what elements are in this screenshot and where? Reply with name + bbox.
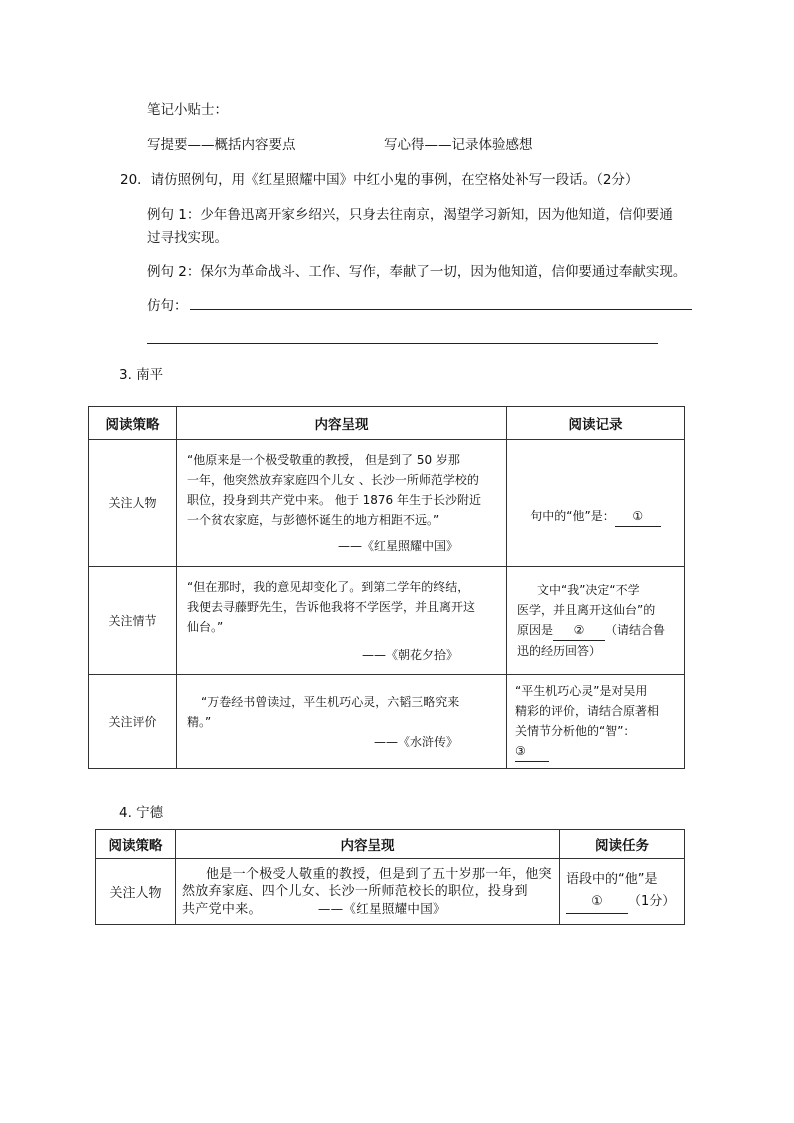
- record-text: 原因是: [517, 623, 554, 637]
- record-text: （请结合鲁: [605, 623, 666, 637]
- record-cell: [507, 440, 685, 567]
- record-cell: [507, 675, 685, 769]
- imitate-answer-line-2[interactable]: [147, 343, 658, 344]
- table-row: [96, 859, 685, 925]
- table-row: [89, 675, 685, 769]
- content-cell: [176, 859, 560, 925]
- record-cell: [507, 567, 685, 675]
- notes-title: 笔记小贴士：: [147, 102, 228, 118]
- source-citation: ——《红星照耀中国》: [337, 539, 458, 553]
- record-text: 句中的“他”是：: [530, 508, 615, 523]
- record-text: “平生机巧心灵”是对吴用: [515, 684, 648, 698]
- section-4-title: 4. 宁德: [119, 805, 164, 821]
- answer-blank-ningde[interactable]: ①: [566, 891, 628, 914]
- record-text: 医学，并且离开这仙台”的: [517, 603, 656, 617]
- record-text: 关情节分析他的“智”：: [515, 724, 636, 738]
- imitate-answer-line-1[interactable]: [190, 309, 692, 310]
- content-line: 精。”: [187, 714, 212, 729]
- content-cell: [177, 567, 507, 675]
- strategy-cell: 关注人物: [89, 440, 177, 567]
- table-row: [89, 440, 685, 567]
- answer-blank-3[interactable]: ③: [515, 741, 549, 762]
- header-strategy: 阅读策略: [89, 407, 177, 440]
- reading-table-ningde: [95, 829, 685, 925]
- header-content: 内容呈现: [177, 407, 507, 440]
- record-text: 精彩的评价，请结合原著相: [515, 704, 660, 718]
- record-text: 迅的经历回答）: [517, 644, 602, 658]
- example-1-line-2: 过寻找实现。: [147, 230, 228, 246]
- example-1-line-1: 例句 1：少年鲁迅离开家乡绍兴，只身去往南京，渴望学习新知，因为他知道，信仰要通: [147, 207, 673, 223]
- notes-tip-1: 写提要——概括内容要点: [147, 137, 296, 153]
- content-line: 一个贫农家庭，与彭德怀诞生的地方相距不远。”: [187, 513, 440, 527]
- content-cell: [177, 675, 507, 769]
- content-line: 职位，投身到共产党中来。 他于 1876 年生于长沙附近: [187, 493, 481, 507]
- answer-blank-1[interactable]: ①: [615, 506, 661, 527]
- content-line: 然放弃家庭、四个儿女、长沙一所师范校长的职位，投身到: [182, 883, 528, 899]
- task-cell: [560, 859, 685, 925]
- reading-table-nanping: [88, 406, 685, 769]
- source-citation: ——《红星照耀中国》: [317, 900, 446, 916]
- imitate-label: 仿句：: [147, 298, 188, 314]
- content-line: 我便去寻藤野先生，告诉他我将不学医学，并且离开这: [187, 599, 476, 614]
- header-content: 内容呈现: [176, 830, 560, 859]
- task-score: （1分）: [628, 894, 676, 909]
- strategy-cell: 关注评价: [89, 675, 177, 769]
- task-text: 语段中的“他”是: [566, 872, 658, 887]
- content-line: 一年，他突然放弃家庭四个儿女 、长沙一所师范学校的: [187, 473, 479, 487]
- header-strategy: 阅读策略: [96, 830, 176, 859]
- source-citation: ——《朝花夕拾》: [361, 647, 458, 662]
- content-line: “但在那时，我的意见却变化了。到第二学年的终结，: [187, 579, 470, 594]
- table-row: [89, 567, 685, 675]
- answer-blank-2[interactable]: ②: [553, 620, 605, 641]
- question-20-stem: 20．请仿照例句，用《红星照耀中国》中红小鬼的事例，在空格处补写一段话。（2分）: [120, 172, 639, 188]
- content-line: “他原来是一个极受敬重的教授， 但是到了 50 岁那: [187, 453, 460, 467]
- strategy-cell: 关注情节: [89, 567, 177, 675]
- record-text: 文中“我”决定“不学: [537, 583, 640, 597]
- content-cell: [177, 440, 507, 567]
- source-citation: ——《水浒传》: [373, 734, 458, 749]
- header-record: 阅读记录: [507, 407, 685, 440]
- header-task: 阅读任务: [560, 830, 685, 859]
- content-line: “万卷经书曾读过，平生机巧心灵，六韬三略究来: [201, 694, 460, 709]
- section-3-title: 3. 南平: [119, 367, 164, 383]
- content-line: 共产党中来。: [182, 901, 262, 917]
- strategy-cell: 关注人物: [96, 859, 176, 925]
- example-2: 例句 2：保尔为革命战斗、工作、写作，奉献了一切，因为他知道，信仰要通过奉献实现。: [147, 264, 687, 280]
- content-line: 仙台。”: [187, 619, 224, 634]
- content-line: 他是一个极受人敬重的教授，但是到了五十岁那一年，他突: [206, 866, 552, 882]
- notes-tip-2: 写心得——记录体验感想: [384, 137, 533, 153]
